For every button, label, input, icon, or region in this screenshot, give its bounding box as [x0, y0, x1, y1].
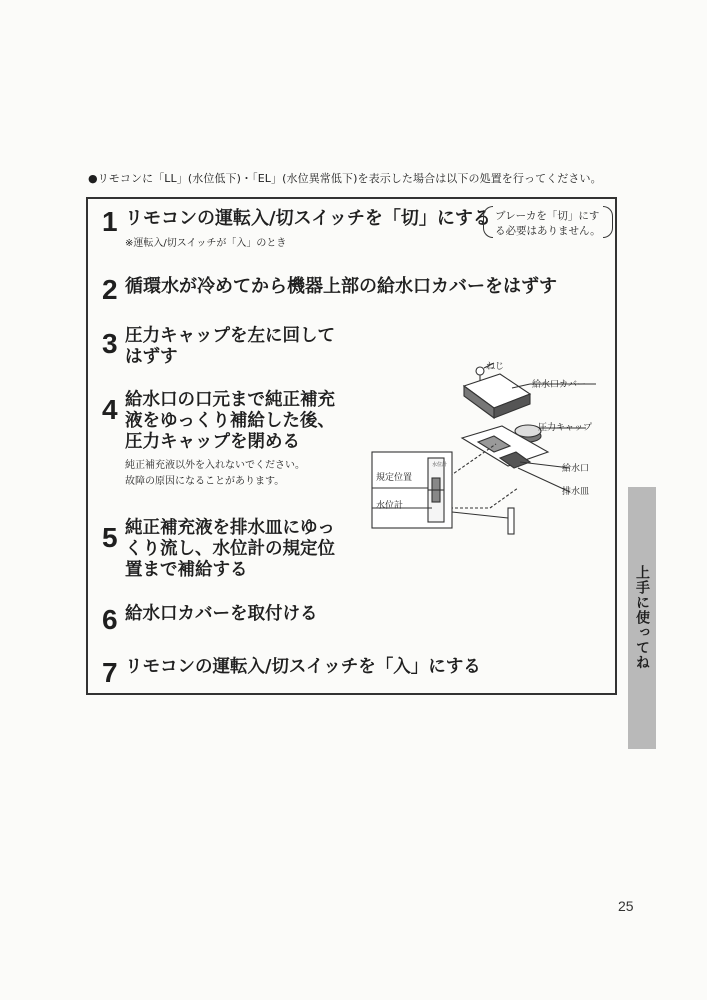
step-1-note: ※運転入/切スイッチが「入」のとき	[125, 238, 287, 249]
step-4-note-1: 純正補充液以外を入れないでください。	[125, 460, 305, 471]
step-5-line-3: 置まで補給する	[125, 560, 248, 580]
aside-line-1: ブレーカを「切」にす	[495, 210, 600, 222]
step-7-text: リモコンの運転入/切スイッチを「入」にする	[125, 657, 481, 677]
label-inlet-cover: 給水口カバー	[532, 380, 587, 390]
step-5-number: 5	[102, 522, 118, 553]
screw-icon	[476, 367, 484, 375]
step-4-line-1: 給水口の口元まで純正補充	[125, 390, 335, 410]
section-side-tab	[628, 487, 656, 749]
step-6-text: 給水口カバーを取付ける	[125, 604, 318, 624]
aside-bracket-right	[603, 206, 613, 238]
label-water-inlet: 給水口	[562, 464, 590, 474]
step-3-number: 3	[102, 328, 118, 359]
step-6-number: 6	[102, 604, 118, 635]
step-5-line-2: くり流し、水位計の規定位	[125, 539, 335, 559]
page-number: 25	[618, 898, 634, 914]
step-4-line-3: 圧力キャップを閉める	[125, 432, 300, 452]
step-2-text: 循環水が冷めてから機器上部の給水口カバーをはずす	[125, 276, 557, 297]
intro-text: ●リモコンに「LL」(水位低下)・「EL」(水位異常低下)を表示した場合は以下の処置を行ってください。	[88, 172, 602, 185]
label-drain-tray: 排水皿	[562, 487, 590, 497]
step-1-text: リモコンの運転入/切スイッチを「切」にする	[125, 208, 491, 229]
step-4-note-2: 故障の原因になることがあります。	[125, 476, 285, 487]
label-set-level: 規定位置	[376, 473, 413, 483]
aside-line-2: る必要はありません。	[495, 225, 601, 237]
step-7-number: 7	[102, 657, 118, 688]
step-3-line-1: 圧力キャップを左に回して	[125, 326, 335, 346]
step-5-line-1: 純正補充液を排水皿にゆっ	[125, 518, 335, 538]
step-2-number: 2	[102, 274, 118, 305]
step-4-number: 4	[102, 394, 118, 425]
step-4-line-2: 液をゆっくり補給した後、	[125, 411, 335, 431]
step-3-line-2: はずす	[125, 347, 178, 367]
svg-text:水位計: 水位計	[432, 462, 448, 468]
step-1-number: 1	[102, 206, 118, 237]
aside-bracket-left	[483, 206, 493, 238]
water-inlet-diagram	[370, 358, 610, 542]
label-screw: ねじ	[486, 362, 505, 372]
section-side-tab-label: 上手に使ってね	[634, 565, 650, 670]
label-pressure-cap: 圧力キャップ	[538, 423, 593, 433]
label-level-gauge: 水位計	[376, 501, 404, 511]
step-1-aside	[475, 206, 615, 240]
